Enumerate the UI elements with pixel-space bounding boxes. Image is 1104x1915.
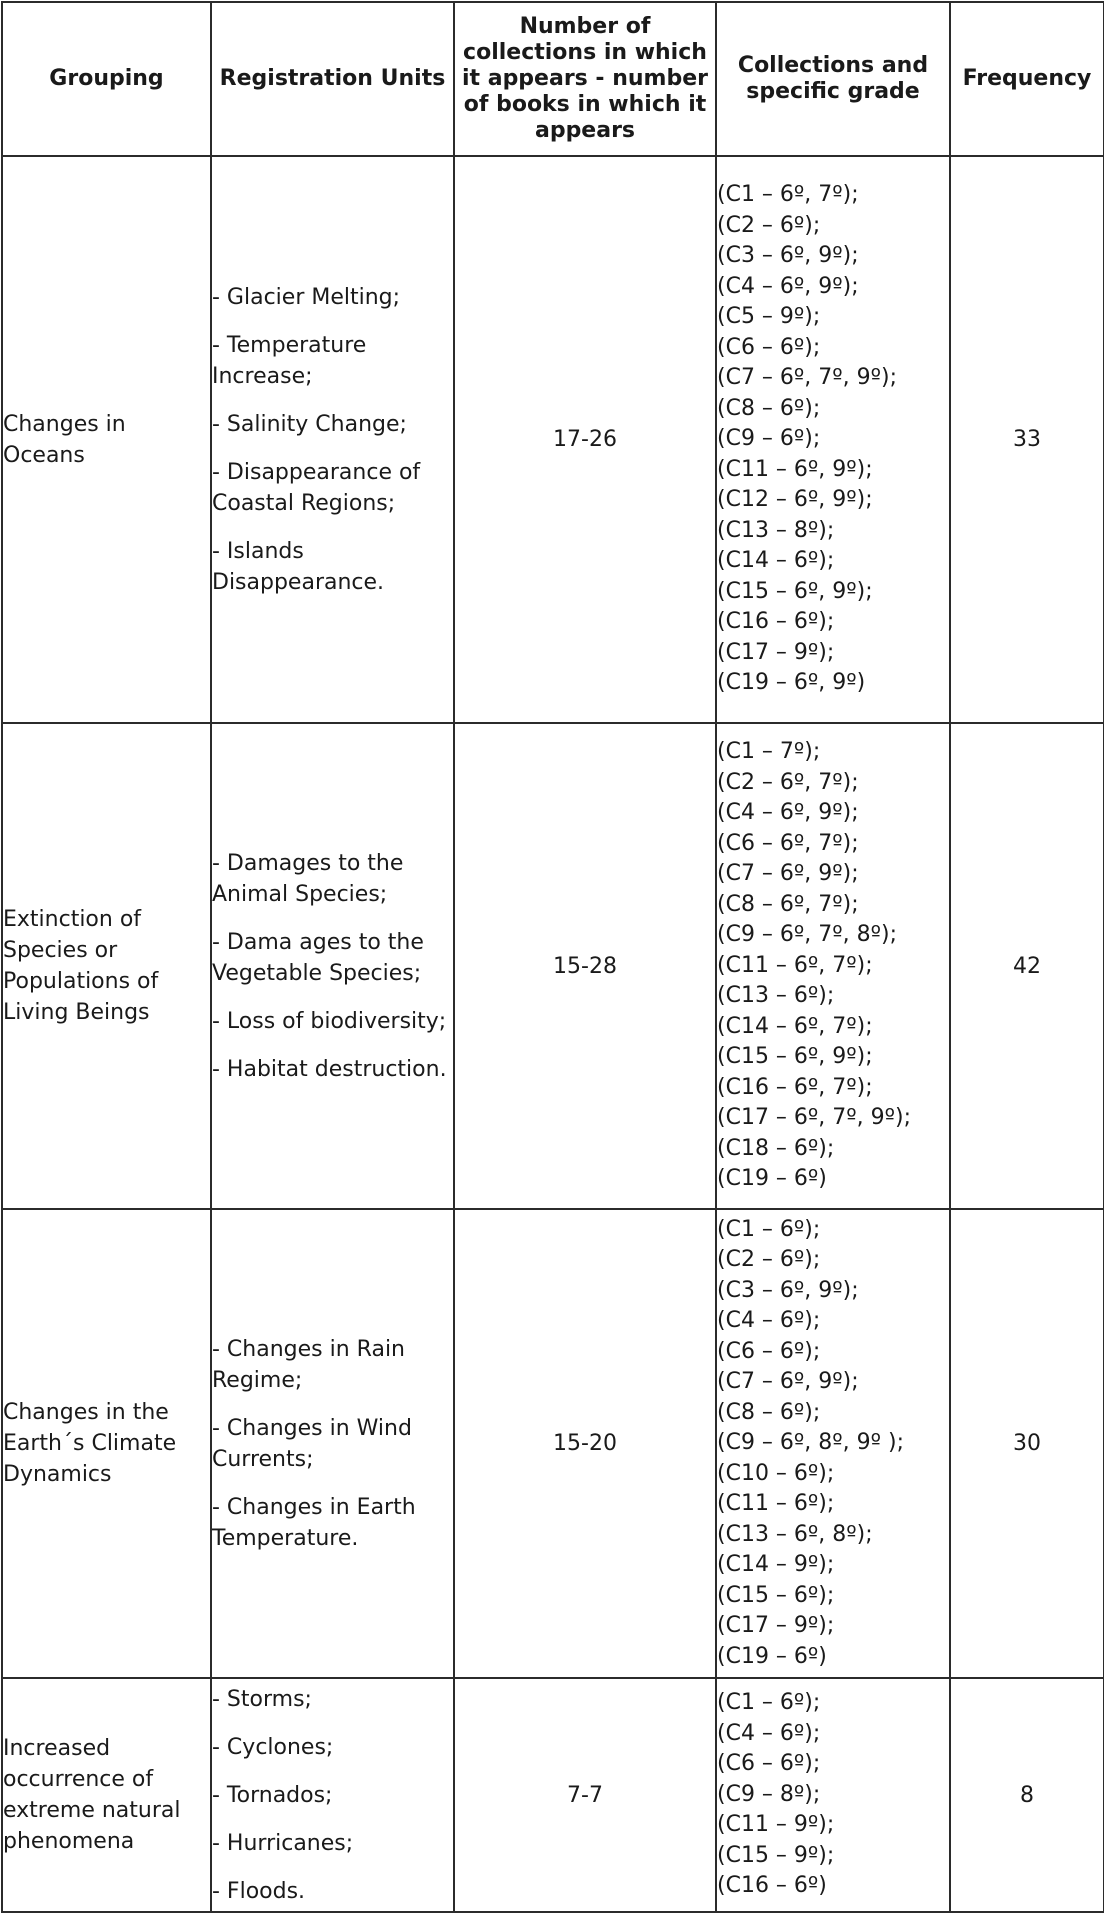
collection-entry: (C3 – 6º, 9º);	[717, 1277, 859, 1303]
grouping-cell: Extinction of Species or Populations of Living Beings	[2, 723, 211, 1209]
registration-unit: - Changes in Rain Regime;	[212, 1336, 406, 1393]
collection-entry: (C4 – 6º, 9º);	[717, 800, 859, 826]
registration-units-cell	[211, 1678, 454, 1912]
collection-entry: (C1 – 6º);	[717, 1216, 821, 1242]
collection-entry: (C7 – 6º, 7º, 9º);	[717, 365, 897, 391]
collection-entry: (C7 – 6º, 9º);	[717, 861, 859, 887]
collection-entry: (C1 – 7º);	[717, 739, 821, 765]
collection-entry: (C15 – 6º);	[717, 1582, 835, 1608]
collection-entry: (C6 – 6º);	[717, 1338, 821, 1364]
number-of-collections-cell: 7-7	[454, 1678, 716, 1912]
collection-entry: (C19 – 6º)	[717, 1643, 827, 1669]
collection-entry: (C17 – 6º, 7º, 9º);	[717, 1105, 911, 1131]
header-frequency: Frequency	[950, 2, 1104, 156]
registration-units-cell	[211, 1209, 454, 1678]
collection-entry: (C4 – 6º);	[717, 1720, 821, 1746]
collection-entry: (C19 – 6º, 9º)	[717, 670, 866, 696]
collection-entry: (C18 – 6º);	[717, 1135, 835, 1161]
table-row	[2, 1209, 1104, 1678]
registration-unit: - Temperature Increase;	[212, 332, 367, 389]
collection-entry: (C2 – 6º);	[717, 1247, 821, 1273]
collection-entry: (C19 – 6º)	[717, 1166, 827, 1192]
registration-unit: - Cyclones;	[212, 1734, 334, 1760]
collection-entry: (C2 – 6º);	[717, 212, 821, 238]
frequency-cell: 33	[950, 156, 1104, 723]
collection-entry: (C15 – 9º);	[717, 1842, 835, 1868]
collection-entry: (C13 – 6º);	[717, 983, 835, 1009]
registration-unit: - Loss of biodiversity;	[212, 1008, 447, 1034]
registration-unit: - Islands Disappearance.	[212, 538, 385, 595]
collection-entry: (C13 – 6º, 8º);	[717, 1521, 873, 1547]
registration-unit: - Salinity Change;	[212, 411, 407, 437]
collection-entry: (C8 – 6º);	[717, 395, 821, 421]
registration-unit: - Glacier Melting;	[212, 284, 401, 310]
collection-entry: (C16 – 6º, 7º);	[717, 1074, 873, 1100]
collection-entry: (C6 – 6º);	[717, 1751, 821, 1777]
classification-table	[1, 1, 1104, 1913]
number-of-collections-cell: 15-28	[454, 723, 716, 1209]
registration-unit: - Damages to the Animal Species;	[212, 850, 404, 907]
collection-entry: (C1 – 6º, 7º);	[717, 182, 859, 208]
collection-entry: (C13 – 8º);	[717, 517, 835, 543]
collection-entry: (C15 – 6º, 9º);	[717, 578, 873, 604]
collection-entry: (C10 – 6º);	[717, 1460, 835, 1486]
frequency-cell: 30	[950, 1209, 1104, 1678]
collection-entry: (C16 – 6º);	[717, 609, 835, 635]
header-registration-units: Registration Units	[211, 2, 454, 156]
header-number-of-collections: Number of collections in which it appears - number of books in which it appears	[454, 2, 716, 156]
collection-entry: (C15 – 6º, 9º);	[717, 1044, 873, 1070]
collections-grade-cell	[716, 723, 950, 1209]
registration-unit: - Changes in Earth Temperature.	[212, 1494, 416, 1551]
collection-entry: (C6 – 6º);	[717, 334, 821, 360]
header-row	[2, 2, 1104, 156]
collection-entry: (C9 – 6º, 7º, 8º);	[717, 922, 897, 948]
collection-entry: (C9 – 8º);	[717, 1781, 821, 1807]
collection-entry: (C9 – 6º, 8º, 9º );	[717, 1430, 904, 1456]
registration-unit: - Hurricanes;	[212, 1830, 354, 1856]
collection-entry: (C8 – 6º, 7º);	[717, 891, 859, 917]
grouping-cell: Changes in the Earth´s Climate Dynamics	[2, 1209, 211, 1678]
collection-entry: (C8 – 6º);	[717, 1399, 821, 1425]
collection-entry: (C4 – 6º, 9º);	[717, 273, 859, 299]
registration-unit: - Floods.	[212, 1878, 306, 1904]
collection-entry: (C7 – 6º, 9º);	[717, 1369, 859, 1395]
collection-entry: (C12 – 6º, 9º);	[717, 487, 873, 513]
collections-grade-cell	[716, 1678, 950, 1912]
collection-entry: (C17 – 9º);	[717, 639, 835, 665]
header-collections-grade: Collections and specific grade	[716, 2, 950, 156]
collections-grade-cell	[716, 156, 950, 723]
number-of-collections-cell: 15-20	[454, 1209, 716, 1678]
registration-unit: - Dama ages to the Vegetable Species;	[212, 929, 424, 986]
collection-entry: (C11 – 6º);	[717, 1491, 835, 1517]
collection-entry: (C6 – 6º, 7º);	[717, 830, 859, 856]
registration-unit: - Tornados;	[212, 1782, 333, 1808]
header-grouping: Grouping	[2, 2, 211, 156]
registration-unit: - Changes in Wind Currents;	[212, 1415, 412, 1472]
grouping-cell: Increased occurrence of extreme natural phenomena	[2, 1678, 211, 1912]
collection-entry: (C11 – 9º);	[717, 1812, 835, 1838]
collection-entry: (C14 – 9º);	[717, 1552, 835, 1578]
table-row	[2, 156, 1104, 723]
registration-units-cell	[211, 723, 454, 1209]
collection-entry: (C17 – 9º);	[717, 1613, 835, 1639]
frequency-cell: 8	[950, 1678, 1104, 1912]
collection-entry: (C3 – 6º, 9º);	[717, 243, 859, 269]
frequency-cell: 42	[950, 723, 1104, 1209]
registration-unit: - Habitat destruction.	[212, 1056, 447, 1082]
table-row	[2, 723, 1104, 1209]
collection-entry: (C14 – 6º, 7º);	[717, 1013, 873, 1039]
registration-unit: - Disappearance of Coastal Regions;	[212, 459, 421, 516]
table-row	[2, 1678, 1104, 1912]
collection-entry: (C1 – 6º);	[717, 1690, 821, 1716]
collection-entry: (C16 – 6º)	[717, 1873, 827, 1899]
grouping-cell: Changes in Oceans	[2, 156, 211, 723]
collection-entry: (C11 – 6º, 7º);	[717, 952, 873, 978]
collection-entry: (C4 – 6º);	[717, 1308, 821, 1334]
collection-entry: (C2 – 6º, 7º);	[717, 769, 859, 795]
table-body	[2, 156, 1104, 1912]
registration-unit: - Storms;	[212, 1686, 312, 1712]
collection-entry: (C11 – 6º, 9º);	[717, 456, 873, 482]
number-of-collections-cell: 17-26	[454, 156, 716, 723]
registration-units-cell	[211, 156, 454, 723]
collection-entry: (C5 – 9º);	[717, 304, 821, 330]
collection-entry: (C14 – 6º);	[717, 548, 835, 574]
collection-entry: (C9 – 6º);	[717, 426, 821, 452]
collections-grade-cell	[716, 1209, 950, 1678]
